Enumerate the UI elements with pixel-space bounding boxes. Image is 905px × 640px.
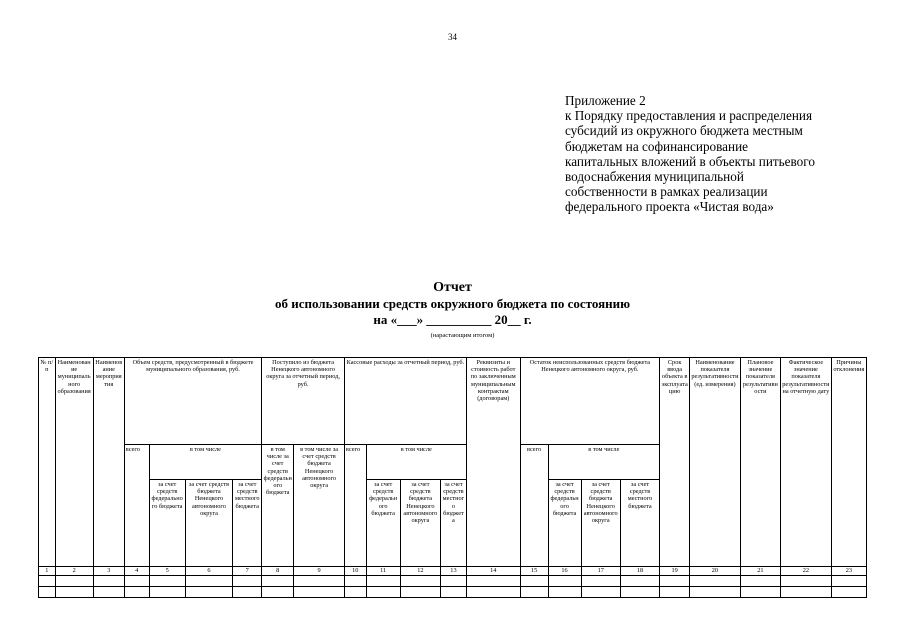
column-number: 2 bbox=[55, 567, 93, 576]
page-number: 34 bbox=[448, 32, 457, 42]
header-volume-nao: за счет средств бюджета Ненецкого автономного округа bbox=[185, 480, 233, 567]
column-number: 11 bbox=[366, 567, 400, 576]
appendix-line: собственности в рамках реализации bbox=[565, 184, 768, 200]
appendix-line: федерального проекта «Чистая вода» bbox=[565, 199, 774, 215]
column-number: 15 bbox=[520, 567, 548, 576]
header-actual-value: Фактическое значение показателя результативности на отчетную дату bbox=[781, 358, 832, 567]
header-volume-local: за счет средств местного бюджета bbox=[233, 480, 262, 567]
header-volume-including: в том числе bbox=[149, 445, 262, 480]
header-balance-group: Остаток неиспользованных средств бюджета Ненецкого автономного округа, руб. bbox=[520, 358, 660, 445]
appendix-line: водоснабжения муниципальной bbox=[565, 169, 744, 185]
report-table bbox=[38, 357, 867, 598]
column-number: 4 bbox=[124, 567, 149, 576]
appendix-line: капитальных вложений в объекты питьевого bbox=[565, 153, 815, 169]
column-number: 17 bbox=[581, 567, 620, 576]
column-number: 19 bbox=[660, 567, 690, 576]
header-contracts: Реквизиты и стоимость работ по заключенным муниципальным контрактам (договорам) bbox=[466, 358, 520, 567]
column-number: 5 bbox=[149, 567, 185, 576]
column-number: 20 bbox=[690, 567, 741, 576]
column-number: 13 bbox=[441, 567, 467, 576]
column-number: 6 bbox=[185, 567, 233, 576]
column-number: 14 bbox=[466, 567, 520, 576]
column-number: 23 bbox=[831, 567, 866, 576]
table-row bbox=[39, 576, 867, 587]
header-balance-total: всего bbox=[520, 445, 548, 567]
column-number: 9 bbox=[294, 567, 345, 576]
table-row bbox=[39, 587, 867, 598]
header-planned-value: Плановое значение показателя результативности bbox=[740, 358, 780, 567]
appendix-line: субсидий из окружного бюджета местным bbox=[565, 123, 803, 139]
column-number: 3 bbox=[93, 567, 124, 576]
header-volume-federal: за счет средств федерального бюджета bbox=[149, 480, 185, 567]
header-received-group: Поступило из бюджета Ненецкого автономного округа за отчетный период, руб. bbox=[262, 358, 345, 445]
header-balance-federal: за счет средств федерального бюджета bbox=[548, 480, 581, 567]
column-number: 18 bbox=[620, 567, 659, 576]
column-number: 10 bbox=[344, 567, 366, 576]
header-balance-nao: за счет средств бюджета Ненецкого автономного округа bbox=[581, 480, 620, 567]
report-title-block bbox=[0, 279, 905, 328]
header-cash-nao: за счет средств бюджета Ненецкого автономного округа bbox=[400, 480, 440, 567]
header-commission-date: Срок ввода объекта в эксплуатацию bbox=[660, 358, 690, 567]
header-indicator-name: Наименование показателя результативности (ед. измерения) bbox=[690, 358, 741, 567]
cumulative-note: (нарастающим итогом) bbox=[430, 332, 495, 339]
appendix-block bbox=[565, 93, 885, 215]
header-reasons: Причины отклонения bbox=[831, 358, 866, 567]
header-event: Наименование мероприятия bbox=[93, 358, 124, 567]
header-cash-local: за счет средств местного бюджета bbox=[441, 480, 467, 567]
header-volume-group: Объем средств, предусмотренный в бюджете муниципального образования, руб. bbox=[124, 358, 261, 445]
header-received-nao: в том числе за счет средств бюджета Ненецкого автономного округа bbox=[294, 445, 345, 567]
header-balance-local: за счет средств местного бюджета bbox=[620, 480, 659, 567]
header-volume-total: всего bbox=[124, 445, 149, 567]
column-number-row bbox=[39, 567, 867, 576]
appendix-line: к Порядку предоставления и распределения bbox=[565, 108, 813, 124]
column-number: 22 bbox=[781, 567, 832, 576]
appendix-line: Приложение 2 bbox=[565, 93, 646, 108]
column-number: 21 bbox=[740, 567, 780, 576]
header-no: № п/п bbox=[39, 358, 56, 567]
header-balance-including: в том числе bbox=[548, 445, 660, 480]
report-date-line: на «___» __________ 20__ г. bbox=[373, 312, 532, 327]
column-number: 7 bbox=[233, 567, 262, 576]
column-number: 1 bbox=[39, 567, 56, 576]
column-number: 12 bbox=[400, 567, 440, 576]
column-number: 8 bbox=[262, 567, 294, 576]
appendix-line: бюджетам на софинансирование bbox=[565, 138, 749, 154]
column-number: 16 bbox=[548, 567, 581, 576]
header-received-federal: в том числе за счет средств федерального бюджета bbox=[262, 445, 294, 567]
header-cash-total: всего bbox=[344, 445, 366, 567]
header-cash-federal: за счет средств федерального бюджета bbox=[366, 480, 400, 567]
report-subtitle: об использовании средств окружного бюджета по состоянию bbox=[274, 296, 631, 311]
header-municipality: Наименование муниципального образования bbox=[55, 358, 93, 567]
header-cash-including: в том числе bbox=[366, 445, 466, 480]
header-cash-group: Кассовые расходы за отчетный период, руб. bbox=[344, 358, 466, 445]
report-title: Отчет bbox=[433, 280, 472, 295]
